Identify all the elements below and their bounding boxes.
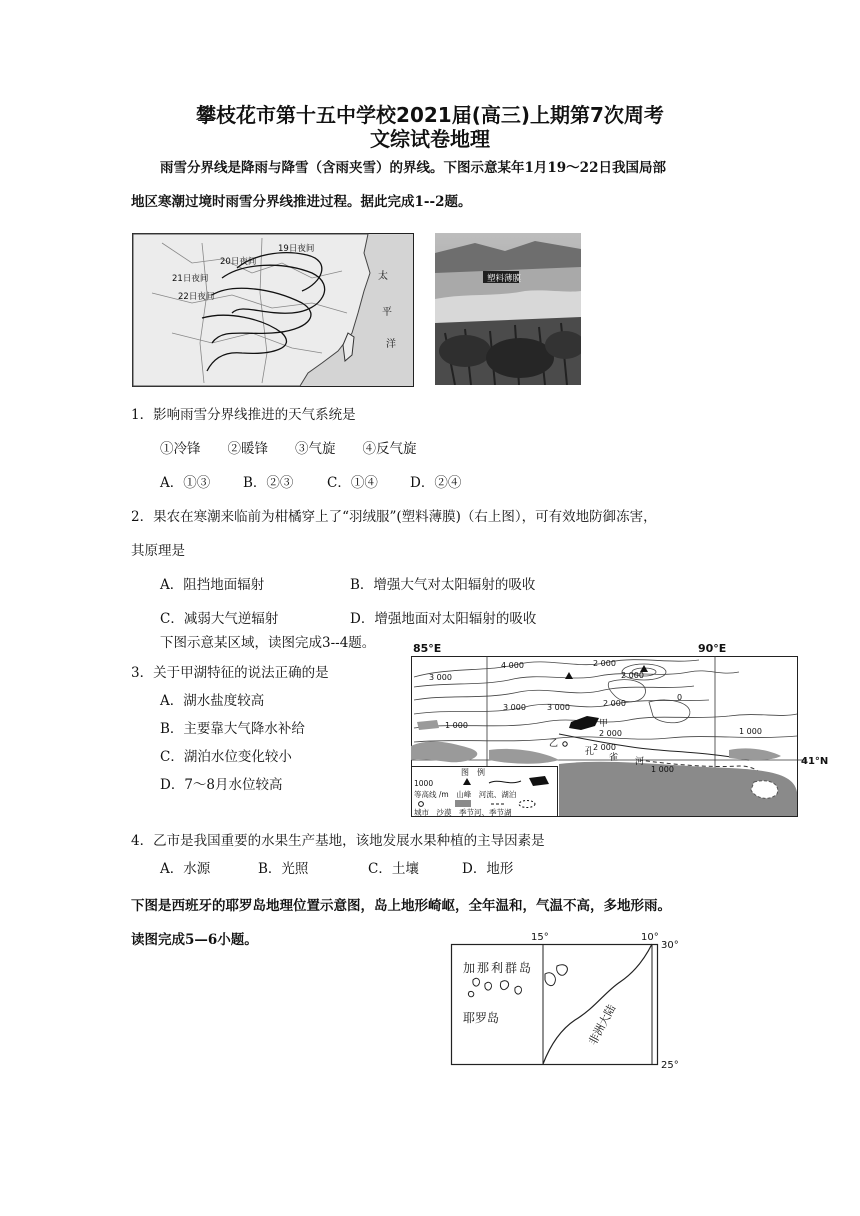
- contour-1000-b: 1 000: [739, 727, 762, 736]
- q4-stem: 4．乙市是我国重要的水果生产基地，该地发展水果种植的主导因素是: [131, 833, 545, 849]
- q1-option-d: D．②④: [410, 475, 462, 491]
- label-19-night: 19日夜间: [278, 244, 315, 254]
- q2-option-c: C．减弱大气逆辐射: [160, 611, 279, 627]
- q1-stem: 1．影响雨雪分界线推进的天气系统是: [131, 407, 356, 423]
- q3-option-b: B．主要靠大气降水补给: [160, 721, 305, 737]
- ocean-label-1: 太: [378, 271, 388, 282]
- contour-3000-c: 3 000: [547, 703, 570, 712]
- contour-2000-a: 2 000: [593, 659, 616, 668]
- lat-41n-label: 41°N: [801, 756, 829, 767]
- kongque-river-region-map: [409, 642, 839, 820]
- legend-row-1: 等高线 /m 山峰 河流、湖泊: [414, 790, 517, 799]
- q2-option-d: D．增强地面对太阳辐射的吸收: [350, 611, 537, 627]
- q3-option-a: A．湖水盐度较高: [160, 693, 265, 709]
- contour-2000-b: 2 000: [621, 671, 644, 680]
- contour-4000: 4 000: [501, 661, 524, 670]
- contour-3000-a: 3 000: [429, 673, 452, 682]
- q3-option-d: D．7～8月水位较高: [160, 777, 283, 793]
- contour-2000-c: 2 000: [603, 699, 626, 708]
- q2-option-a: A．阻挡地面辐射: [160, 577, 265, 593]
- q1-option-a: A．①③: [160, 475, 211, 491]
- label-20-night: 20日夜间: [220, 257, 257, 267]
- ocean-label-2: 平: [382, 307, 392, 318]
- q4-option-d: D．地形: [462, 861, 514, 877]
- contour-2000-e: 2 000: [593, 743, 616, 752]
- river-label-3: 河: [635, 757, 645, 767]
- river-label-2: 雀: [609, 753, 619, 763]
- lon-85e-label: 85°E: [413, 642, 442, 655]
- intro-1-line-1: 雨雪分界线是降雨与降雪（含雨夹雪）的界线。下图示意某年1月19～22日我国局部: [160, 160, 666, 176]
- city-yi-label: 乙: [549, 739, 559, 749]
- q3-stem: 3．关于甲湖特征的说法正确的是: [131, 665, 329, 681]
- photo-label: 塑料薄膜: [487, 274, 522, 284]
- intro-1-line-2: 地区寒潮过境时雨雪分界线推进过程。据此完成1--2题。: [131, 194, 472, 210]
- intro-3-line-1: 下图是西班牙的耶罗岛地理位置示意图，岛上地形崎岖，全年温和，气温不高，多地形雨。: [131, 898, 671, 914]
- q4-option-a: A．水源: [160, 861, 211, 877]
- page-subtitle: 文综试卷地理: [370, 127, 490, 151]
- lat-30-label: 30°: [661, 940, 679, 951]
- legend-contour-value: 1000: [414, 779, 434, 788]
- q4-option-b: B．光照: [258, 861, 309, 877]
- label-22-night: 22日夜间: [178, 292, 215, 302]
- canary-islands-label: 加那利群岛: [463, 961, 534, 975]
- contour-1000-c: 1 000: [651, 765, 674, 774]
- page-title: 攀枝花市第十五中学校2021届(高三)上期第7次周考: [196, 103, 664, 127]
- contour-2000-d: 2 000: [599, 729, 622, 738]
- q1-items: ①冷锋 ②暖锋 ③气旋 ④反气旋: [160, 441, 417, 457]
- africa-continent-label: 非洲大陆: [586, 1002, 619, 1048]
- el-hierro-location-map: [445, 928, 695, 1070]
- q2-stem-line-2: 其原理是: [131, 543, 185, 559]
- contour-0: 0: [677, 693, 683, 702]
- label-21-night: 21日夜间: [172, 274, 209, 284]
- q4-option-c: C．土壤: [368, 861, 419, 877]
- ocean-label-3: 洋: [386, 339, 396, 350]
- q2-option-b: B．增强大气对太阳辐射的吸收: [350, 577, 536, 593]
- intro-2: 下图示意某区域，读图完成3--4题。: [160, 635, 376, 651]
- lon-15-label: 15°: [531, 932, 549, 943]
- rain-snow-boundary-map: [132, 233, 414, 387]
- lon-90e-label: 90°E: [698, 642, 727, 655]
- lon-10-label: 10°: [641, 932, 659, 943]
- q3-option-c: C．湖泊水位变化较小: [160, 749, 292, 765]
- lake-jia-label: 甲: [599, 719, 609, 729]
- legend-desert-icon: [455, 800, 471, 807]
- legend-row-2: 城市 沙漠 季节河、季节湖: [414, 808, 512, 817]
- q1-option-b: B．②③: [243, 475, 294, 491]
- intro-3-line-2: 读图完成5—6小题。: [131, 932, 258, 948]
- citrus-plastic-film-photo: [435, 233, 581, 385]
- contour-3000-b: 3 000: [503, 703, 526, 712]
- legend-title: 图 例: [461, 768, 485, 777]
- q1-option-c: C．①④: [327, 475, 378, 491]
- q2-stem-line-1: 2．果农在寒潮来临前为柑橘穿上了“羽绒服”(塑料薄膜)（右上图），可有效地防御冻害，: [131, 509, 657, 525]
- lat-25-label: 25°: [661, 1060, 679, 1070]
- contour-1000-a: 1 000: [445, 721, 468, 730]
- el-hierro-label: 耶罗岛: [463, 1011, 500, 1025]
- river-label-1: 孔: [585, 747, 595, 757]
